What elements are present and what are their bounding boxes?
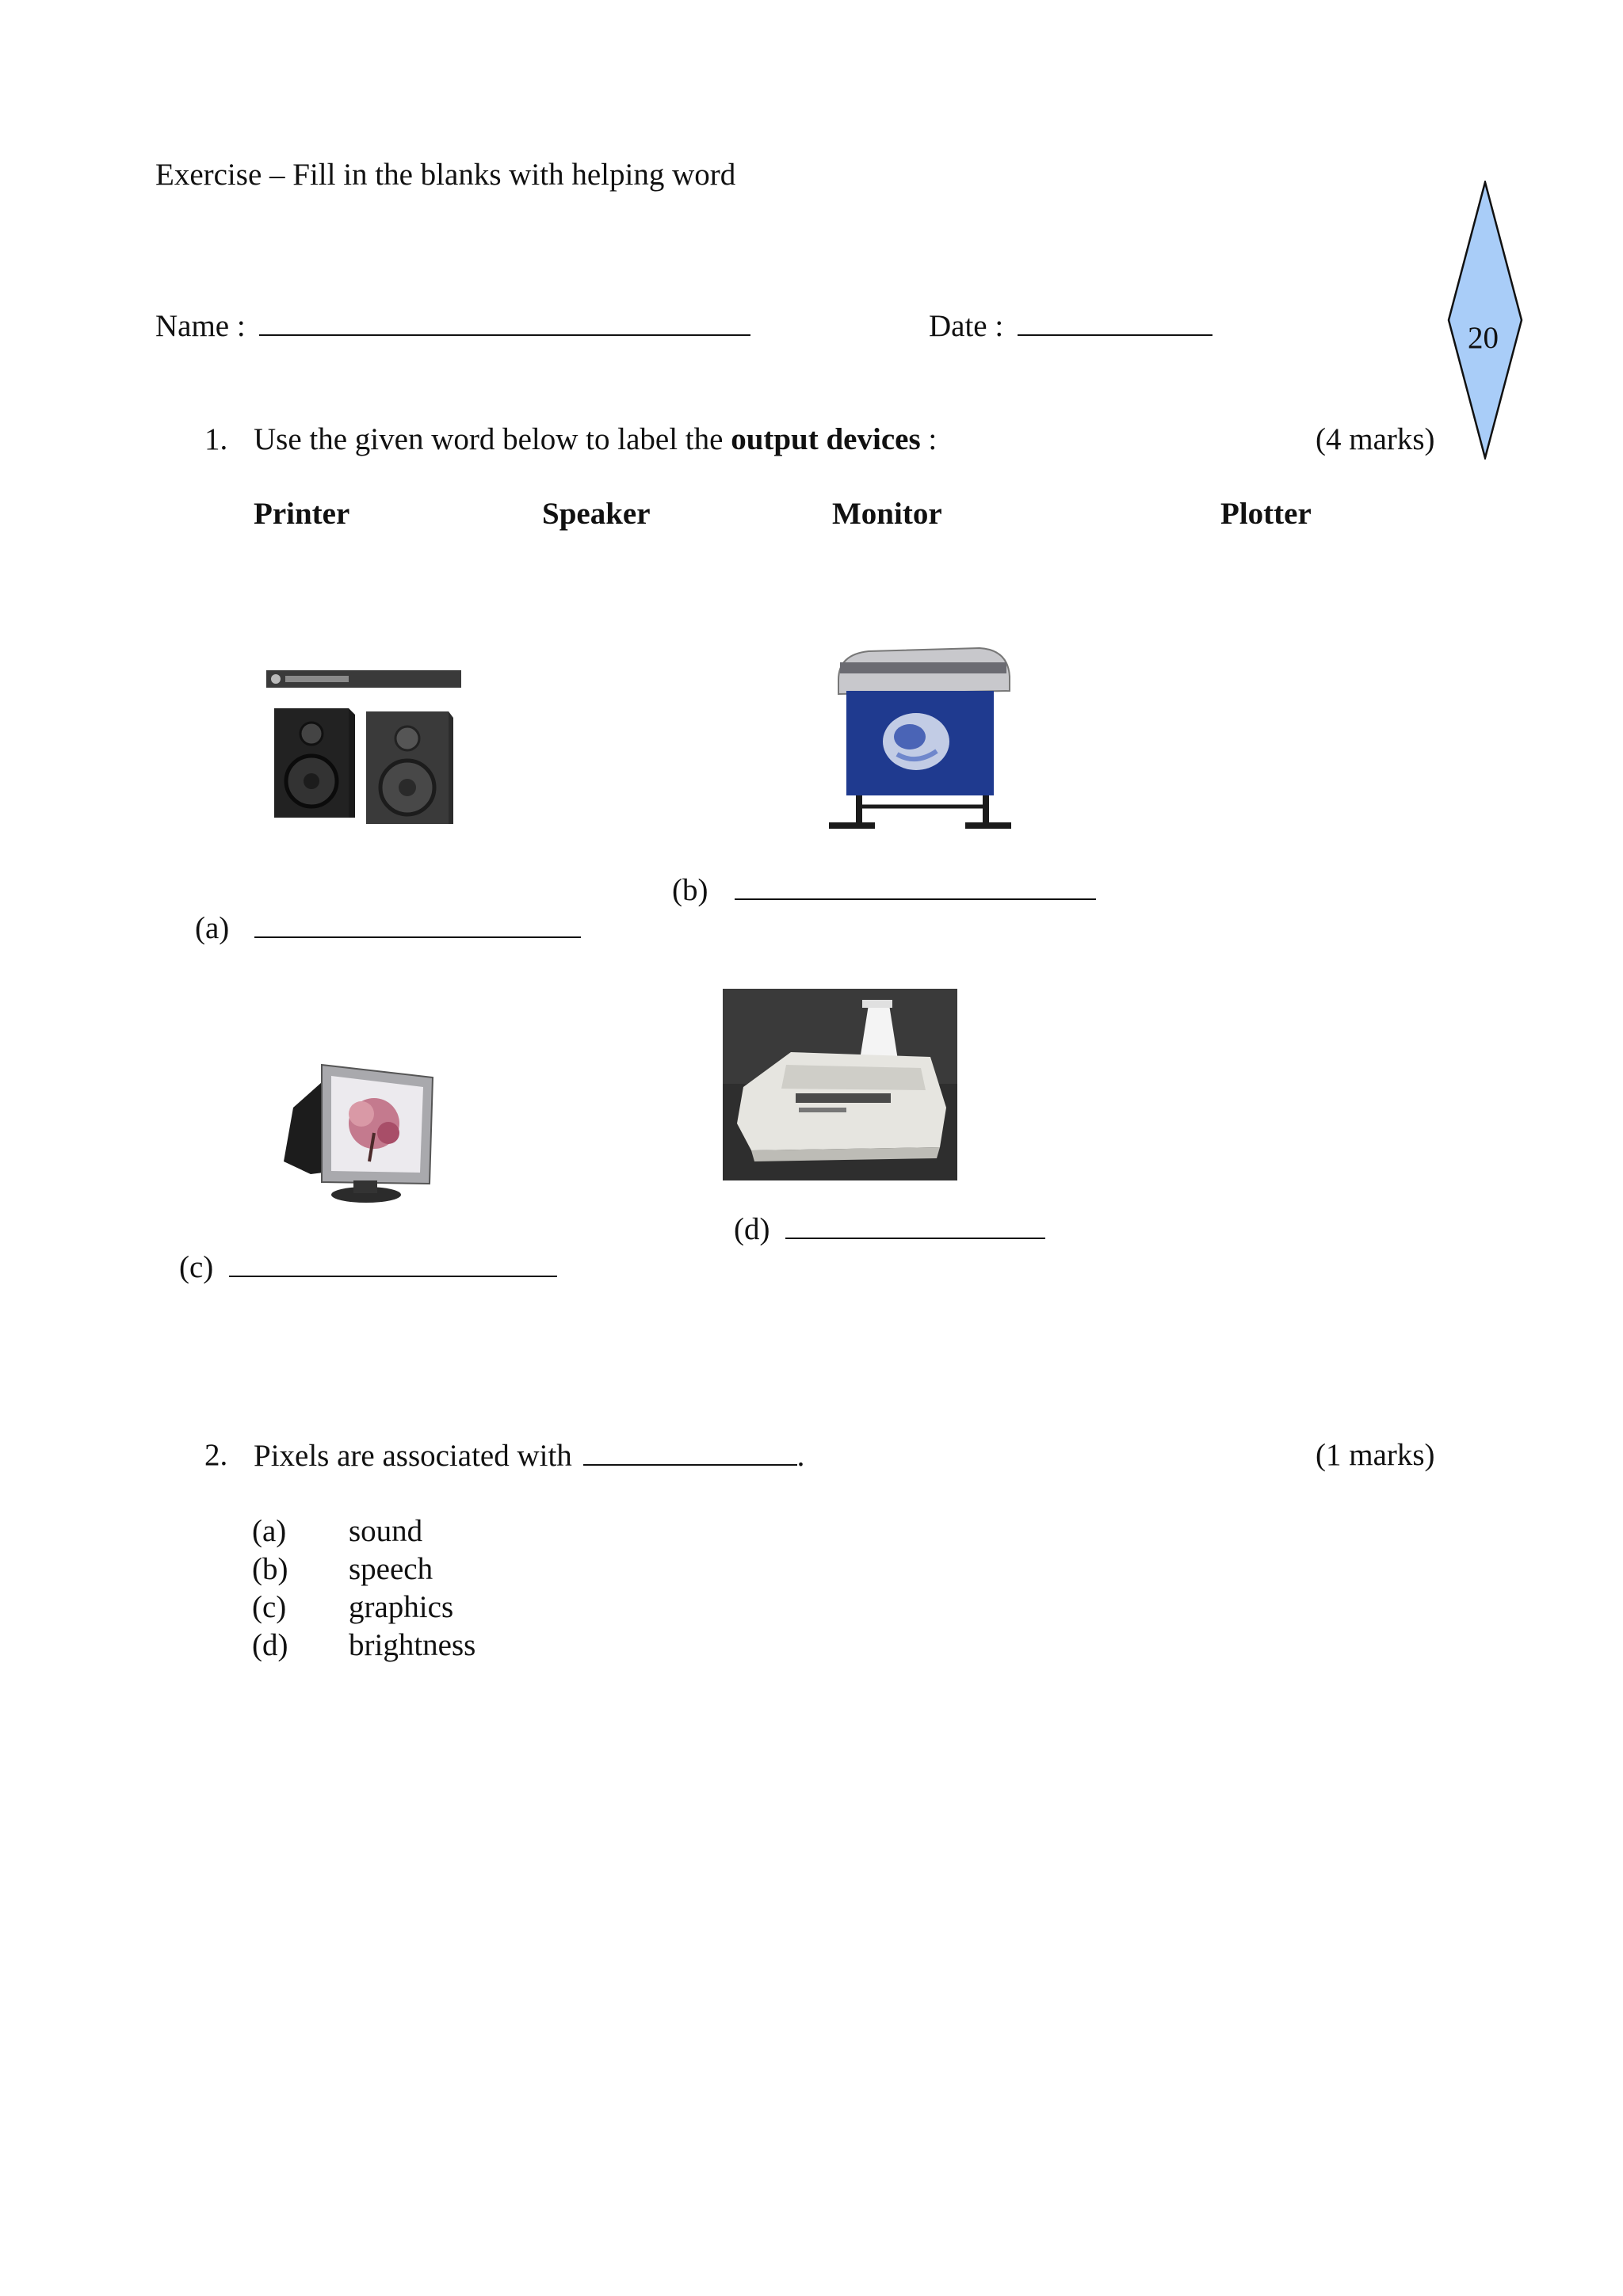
word-bank-item: Printer — [254, 497, 350, 531]
label-c-blank[interactable] — [229, 1249, 557, 1277]
label-b — [672, 871, 1096, 909]
exercise-title: Exercise – Fill in the blanks with helping word — [155, 158, 736, 192]
label-c — [179, 1249, 557, 1286]
question2-number: 2. — [204, 1438, 228, 1472]
question2-text — [254, 1437, 804, 1474]
question2-marks: (1 marks) — [1316, 1438, 1435, 1472]
question1-text-start: Use the given word below to label the — [254, 422, 731, 456]
speaker-image — [266, 670, 461, 829]
question1-text-bold: output devices — [731, 422, 921, 456]
option-text: speech — [349, 1552, 433, 1586]
name-label: Name : — [155, 309, 246, 343]
date-label: Date : — [929, 309, 1004, 343]
word-bank-item: Speaker — [542, 497, 651, 531]
label-b-blank[interactable] — [735, 871, 1096, 900]
option-letter: (d) — [252, 1628, 288, 1662]
label-b-letter: (b) — [672, 873, 708, 907]
option-letter: (c) — [252, 1590, 287, 1624]
date-row — [929, 307, 1212, 345]
option-letter: (a) — [252, 1514, 287, 1548]
label-d-blank[interactable] — [785, 1211, 1045, 1239]
question1-number: 1. — [204, 422, 228, 456]
label-a — [195, 910, 581, 947]
label-d-letter: (d) — [734, 1212, 770, 1246]
question1-text-end: : — [920, 422, 938, 456]
label-c-letter: (c) — [179, 1250, 214, 1284]
word-bank-item: Monitor — [832, 497, 942, 531]
question1-marks: (4 marks) — [1316, 422, 1435, 456]
label-a-letter: (a) — [195, 911, 230, 945]
date-blank[interactable] — [1018, 307, 1212, 336]
monitor-image — [274, 1051, 441, 1206]
question2-text-start: Pixels are associated with — [254, 1439, 572, 1473]
question1-text — [254, 421, 937, 458]
plotter-image — [821, 639, 1014, 837]
option-text: sound — [349, 1514, 423, 1548]
name-blank[interactable] — [259, 307, 750, 336]
label-a-blank[interactable] — [254, 910, 581, 938]
option-letter: (b) — [252, 1552, 288, 1586]
printer-image — [723, 989, 957, 1180]
question2-blank[interactable] — [583, 1437, 797, 1466]
option-text: brightness — [349, 1628, 476, 1662]
question2-text-end: . — [796, 1439, 805, 1473]
option-text: graphics — [349, 1590, 454, 1624]
name-row — [155, 307, 750, 345]
label-d — [734, 1211, 1045, 1248]
word-bank-item: Plotter — [1220, 497, 1312, 531]
score-value: 20 — [1468, 321, 1499, 355]
